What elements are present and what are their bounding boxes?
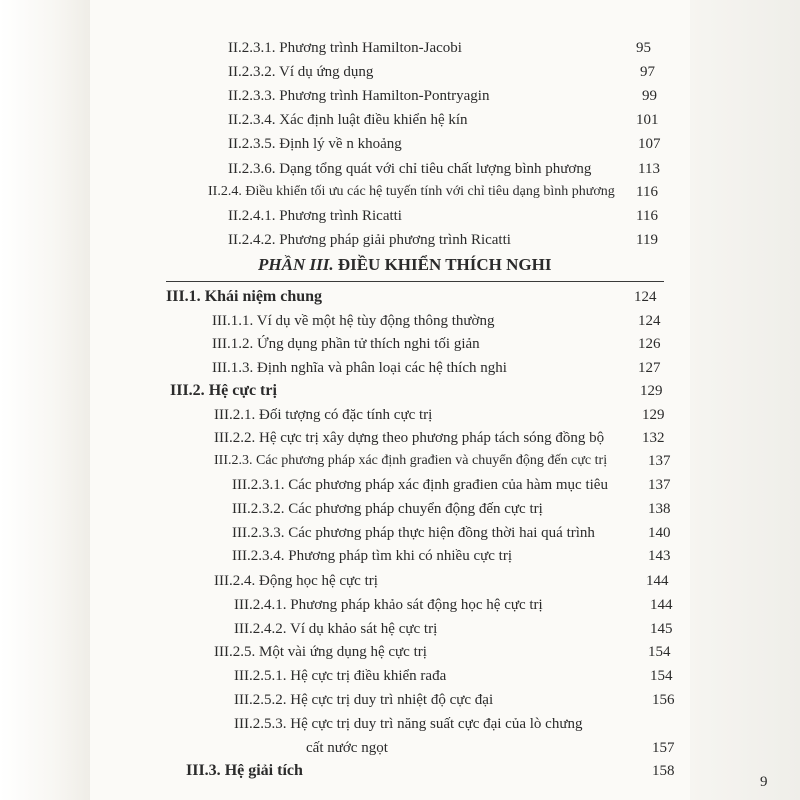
entry-number: III.2.5.1. bbox=[234, 668, 287, 684]
entry-title: Các phương pháp chuyển động đến cực trị bbox=[288, 501, 543, 517]
entry-number: III.2.5.2. bbox=[234, 692, 287, 708]
entry-number: II.2.3.4. bbox=[228, 112, 276, 128]
entry-number: II.2.3.6. bbox=[228, 161, 276, 177]
entry-title: Đối tượng có đặc tính cực trị bbox=[259, 407, 433, 423]
entry-title: Hệ cực trị duy trì năng suất cực đại của lò chưng bbox=[290, 716, 583, 732]
entry-number: III.2.5. bbox=[214, 644, 256, 660]
entry-number: III.2. bbox=[170, 382, 205, 399]
entry-number: III.2.3. bbox=[214, 453, 253, 468]
entry-number: III.2.3.1. bbox=[232, 477, 285, 493]
entry-number: III.2.5.3. bbox=[234, 716, 287, 732]
entry-number: III.2.3.4. bbox=[232, 548, 285, 564]
entry-title: Ví dụ ứng dụng bbox=[278, 64, 374, 80]
entry-title: Điều khiển tối ưu các hệ tuyến tính với chỉ tiêu dạng bình phương bbox=[245, 184, 615, 199]
entry-number: II.2.4.1. bbox=[228, 208, 276, 224]
entry-number: II.2.3.1. bbox=[228, 40, 276, 56]
page-number: 9 bbox=[760, 774, 768, 790]
entry-title: Khái niệm chung bbox=[204, 288, 323, 305]
entry-number: III.1. bbox=[166, 288, 201, 305]
entry-title: Một vài ứng dụng hệ cực trị bbox=[259, 644, 427, 660]
entry-number: II.2.4. bbox=[208, 184, 242, 199]
entry-number: III.1.1. bbox=[212, 313, 254, 329]
entry-number: III.2.4.2. bbox=[234, 621, 287, 637]
entry-title: Dạng tổng quát với chỉ tiêu chất lượng bình phương bbox=[279, 161, 592, 177]
entry-number: II.2.3.3. bbox=[228, 88, 276, 104]
entry-title: cất nước ngọt bbox=[306, 740, 388, 756]
entry-title: Phương pháp tìm khi có nhiều cực trị bbox=[288, 548, 512, 564]
entry-number: III.2.1. bbox=[214, 407, 256, 423]
entry-number: III.1.3. bbox=[212, 360, 254, 376]
entry-title: Các phương pháp xác định građien và chuyển động đến cực trị bbox=[256, 453, 608, 468]
entry-title: Hệ giải tích bbox=[224, 762, 303, 779]
entry-title: Xác định luật điều khiển hệ kín bbox=[279, 112, 468, 128]
entry-number: III.2.3.2. bbox=[232, 501, 285, 517]
entry-number: III.2.4. bbox=[214, 573, 256, 589]
entry-title: Hệ cực trị điều khiển rađa bbox=[290, 668, 447, 684]
entry-title: Ví dụ khảo sát hệ cực trị bbox=[289, 621, 438, 637]
entry-title: Ví dụ về một hệ tùy động thông thường bbox=[256, 313, 495, 329]
entry-number: II.2.4.2. bbox=[228, 232, 276, 248]
entry-number: III.1.2. bbox=[212, 336, 254, 352]
entry-title: Hệ cực trị duy trì nhiệt độ cực đại bbox=[290, 692, 494, 708]
entry-title: Định lý về n khoảng bbox=[279, 136, 402, 152]
entry-number: III.2.2. bbox=[214, 430, 256, 446]
entry-title: Các phương pháp thực hiện đồng thời hai quá trình bbox=[288, 525, 595, 541]
entry-title: Định nghĩa và phân loại các hệ thích nghi bbox=[257, 360, 507, 376]
part-heading: PHẦN III. ĐIỀU KHIỂN THÍCH NGHI bbox=[258, 255, 552, 274]
entry-number: II.2.3.2. bbox=[228, 64, 276, 80]
entry-title: Hệ cực trị bbox=[208, 382, 277, 399]
entry-title: Động học hệ cực trị bbox=[259, 573, 378, 589]
entry-number: III.2.4.1. bbox=[234, 597, 287, 613]
entry-title: Phương trình Hamilton-Jacobi bbox=[279, 40, 462, 56]
heading-rule bbox=[166, 281, 664, 282]
entry-title: Phương trình Hamilton-Pontryagin bbox=[279, 88, 490, 104]
entry-number: II.2.3.5. bbox=[228, 136, 276, 152]
entry-title: Phương trình Ricatti bbox=[279, 208, 402, 224]
entry-title: Phương pháp giải phương trình Ricatti bbox=[279, 232, 511, 248]
entry-title: Hệ cực trị xây dựng theo phương pháp tách sóng đồng bộ bbox=[259, 430, 605, 446]
table-of-contents: II.2.3.1. Phương trình Hamilton-Jacobi 95 II.2.3.2. Ví dụ ứng dụng 97 II.2.3.3. Phương trình Hamilton-Pontryagin 99 II.2.3.4. Xác định luật điều khiển hệ kín 101 II.2.3.5. Định lý về n khoảng 107 II.2.3.6. Dạng tổng quát với chỉ tiêu chất lượng bình phương 113 II.2.4. Điều khiển tối ưu các hệ tuyến tính với chỉ tiêu dạng bình phương 116 II.2.4.1. Phương trình Ricatti 116 II.2.4.2. Phương pháp giải phương trình Ricatti 119 PHẦN III. ĐIỀU KHIỂN THÍCH NGHI III.1. Khái niệm chung 124 III.1.1. Ví dụ về một hệ tùy động thông thường 124 III.1.2. Ứng dụng phần tử thích nghi tối giản 126 III.1.3. Định nghĩa và phân loại các hệ thích nghi 127 III.2. Hệ cực trị 129 III.2.1. Đối tượng có đặc tính cực trị 129 III.2.2. Hệ cực trị xây dựng theo phương pháp tách sóng đồng bộ 132 III.2.3. Các phương pháp xác định građien và chuyển động đến cực trị 137 III.2.3.1. Các phương pháp xác định građien của hàm mục tiêu 137 III.2.3.2. Các phương pháp chuyển động đến cực trị 138 III.2.3.3. Các phương pháp thực hiện đồng thời hai quá trình 140 III.2.3.4. Phương pháp tìm khi có nhiều cực trị 143 III.2.4. Động học hệ cực trị 144 III.2.4.1. Phương pháp khảo sát động học hệ cực trị 144 III.2.4.2. Ví dụ khảo sát hệ cực trị 145 III.2.5. Một vài ứng dụng hệ cực trị 154 III.2.5.1. Hệ cực trị điều khiển rađa 154 III.2.5.2. Hệ cực trị duy trì nhiệt độ cực đại 156 III.2.5.3. Hệ cực trị duy trì năng suất cực đại của lò chưng cất nước ngọt 157 III.3. Hệ giải tích 158 9 bbox=[166, 40, 768, 790]
entry-title: Các phương pháp xác định građien của hàm mục tiêu bbox=[288, 477, 608, 493]
entry-title: Phương pháp khảo sát động học hệ cực trị bbox=[290, 597, 543, 613]
entry-number: III.2.3.3. bbox=[232, 525, 285, 541]
entry-title: Ứng dụng phần tử thích nghi tối giản bbox=[257, 336, 480, 352]
entry-number: III.3. bbox=[186, 762, 221, 779]
